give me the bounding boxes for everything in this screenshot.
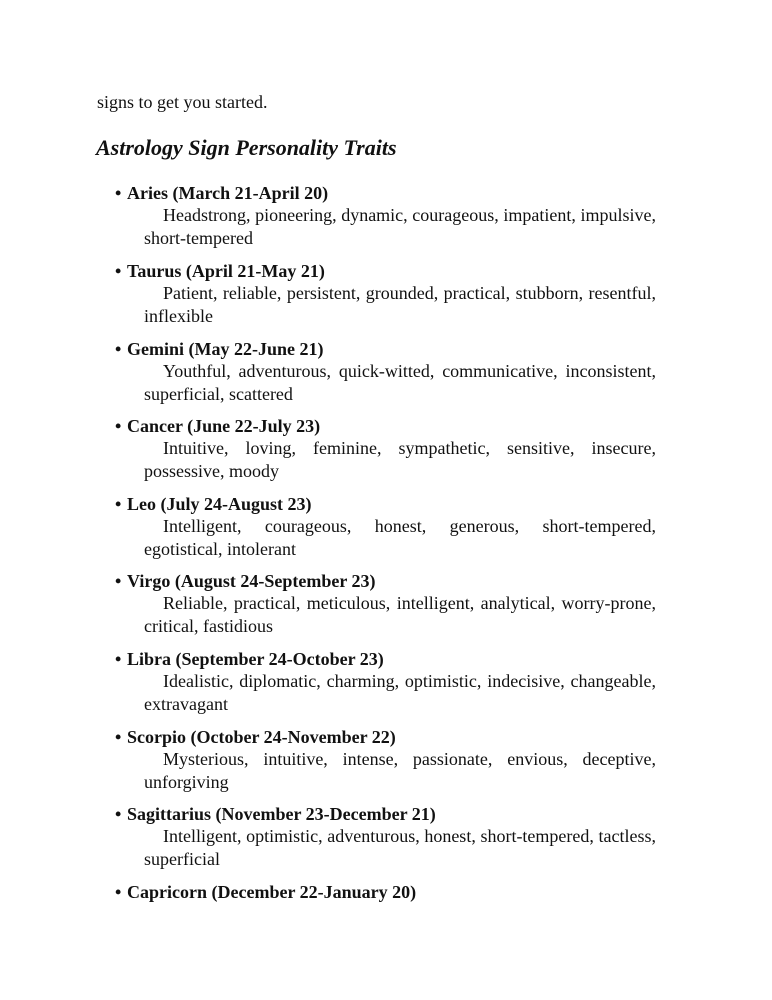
sign-description: Patient, reliable, persistent, grounded, practical, stubborn, resentful, inflexible [144,283,656,326]
sign-title [115,260,325,282]
sign-description: Mysterious, intuitive, intense, passionate, envious, deceptive, unforgiving [144,749,656,792]
sign-description: Intuitive, loving, feminine, sympathetic, sensitive, insecure, possessive, moody [144,438,656,481]
bullet-icon: • [115,882,122,902]
bullet-icon: • [115,494,122,514]
sign-title-text: Virgo (August 24-September 23) [127,571,376,591]
bullet-icon: • [115,649,122,669]
sign-title [115,570,375,592]
bullet-icon: • [115,261,122,281]
sign-description: Intelligent, optimistic, adventurous, honest, short-tempered, tactless, superficial [144,826,656,869]
bullet-icon: • [115,339,122,359]
sign-title [115,803,436,825]
sign-title-text: Aries (March 21-April 20) [127,183,329,203]
bullet-icon: • [115,571,122,591]
sign-title [115,726,396,748]
sign-description: Intelligent, courageous, honest, generous, short-tempered, egotistical, intolerant [144,516,656,559]
bullet-icon: • [115,416,122,436]
sign-title [115,415,320,437]
section-heading: Astrology Sign Personality Traits [96,135,397,160]
sign-title-text: Cancer (June 22-July 23) [127,416,321,436]
sign-title-text: Capricorn (December 22-January 20) [127,882,417,902]
sign-title-text: Scorpio (October 24-November 22) [127,727,396,747]
sign-title-text: Taurus (April 21-May 21) [127,261,325,281]
sign-description: Idealistic, diplomatic, charming, optimistic, indecisive, changeable, extravagant [144,671,656,714]
bullet-icon: • [115,804,122,824]
sign-title [115,648,384,670]
sign-description: Reliable, practical, meticulous, intelligent, analytical, worry-prone, critical, fastidious [144,593,656,636]
sign-title-text: Leo (July 24-August 23) [127,494,312,514]
sign-description: Youthful, adventurous, quick-witted, communicative, inconsistent, superficial, scattered [144,361,656,404]
sign-title [115,338,323,360]
sign-title [115,493,312,515]
sign-title-text: Gemini (May 22-June 21) [127,339,324,359]
sign-title-text: Sagittarius (November 23-December 21) [127,804,436,824]
bullet-icon: • [115,727,122,747]
intro-text: signs to get you started. [97,92,268,112]
sign-title [115,182,328,204]
sign-title [115,881,416,903]
sign-description: Headstrong, pioneering, dynamic, courageous, impatient, impulsive, short-tempered [144,205,656,248]
bullet-icon: • [115,183,122,203]
sign-title-text: Libra (September 24-October 23) [127,649,384,669]
